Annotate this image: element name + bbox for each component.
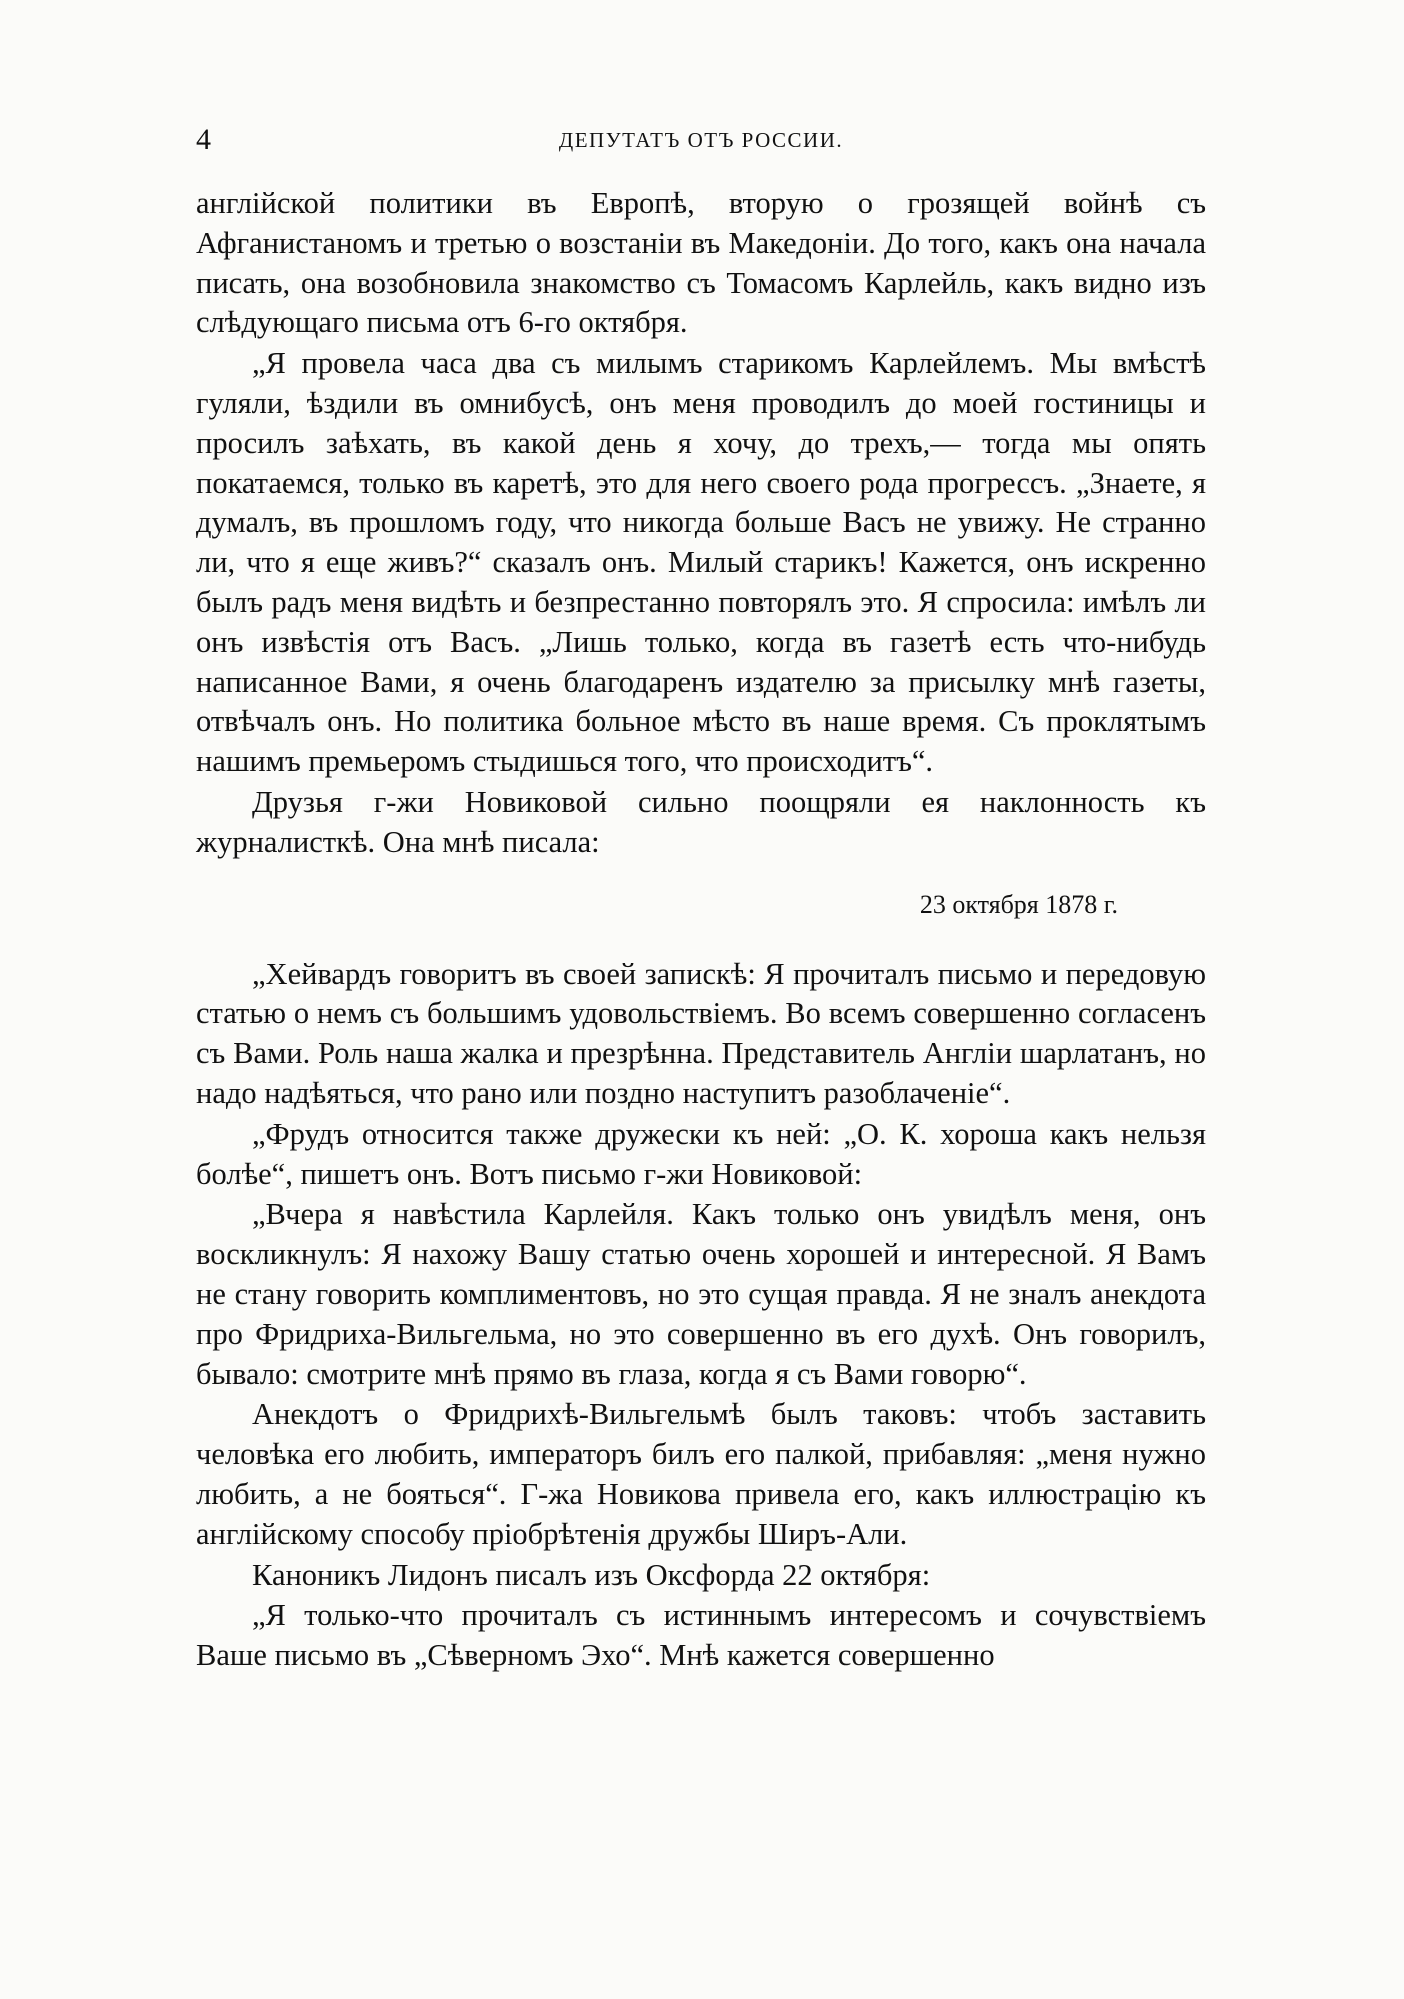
page-number: 4 [196,123,211,156]
paragraph-liddon: Каноникъ Лидонъ писалъ изъ Оксфорда 22 октября: [252,1557,931,1592]
paragraph-carlyle-letter: „Я провела часа два съ милымъ старикомъ Карлейлемъ. Мы вмѣстѣ гуляли, ѣздили въ омнибусѣ, онъ меня проводилъ до моей гостиницы и просилъ заѣхать, въ какой день я хочу, до трехъ,— тогда мы опять покатаемся, только въ каретѣ, это для него своего рода прогрессъ. „Знаете, я думалъ, въ прошломъ году, что никогда больше Васъ не увижу. Не странно ли, что я еще живъ?“ сказалъ онъ. Милый старикъ! Кажется, онъ искренно былъ радъ меня видѣть и безпрестанно повторялъ это. Я спросила: имѣлъ ли онъ извѣстія отъ Васъ. „Лишь только, когда въ газетѣ есть что-нибудь написанное Вами, я очень благодаренъ издателю за присылку мнѣ газеты, отвѣчалъ онъ. Но политика больное мѣсто въ наше время. Съ проклятымъ нашимъ премьеромъ стыдишься того, что происходитъ“. [196,346,1206,779]
paragraph-hayward: „Хейвардъ говоритъ въ своей запискѣ: Я прочиталъ письмо и передовую статью о немъ съ большимъ удовольствіемъ. Во всемъ совершенно согласенъ съ Вами. Роль наша жалка и презрѣнна. Представитель Англіи шарлатанъ, но надо надѣяться, что рано или поздно наступитъ разоблаченіе“. [196,956,1206,1110]
paragraph-visit-carlyle: „Вчера я навѣстила Карлейля. Какъ только онъ увидѣлъ меня, онъ воскликнулъ: Я нахожу Вашу статью очень хорошей и интересной. Я Вамъ не стану говорить комплиментовъ, но это сущая правда. Я не зналъ анекдота про Фридриха-Вильгельма, но это совершенно въ его духѣ. Онъ говорилъ, бывало: смотрите мнѣ прямо въ глаза, когда я съ Вами говорю“. [196,1197,1206,1391]
paragraph-liddon-letter: „Я только-что прочиталъ съ истиннымъ интересомъ и сочувствіемъ Ваше письмо въ „Сѣверномъ Эхо“. Мнѣ кажется совершенно [196,1598,1206,1673]
letter-dateline: 23 октября 1878 г. [919,889,1118,919]
running-header [196,120,1206,160]
paragraph-continued: англійской политики въ Европѣ, вторую о грозящей войнѣ съ Афганистаномъ и третью о возстаніи въ Македоніи. До того, какъ она начала писать, она возобновила знакомство съ Томасомъ Карлейль, какъ видно изъ слѣдующаго письма отъ 6-го октября. [196,186,1206,340]
paragraph-anecdote: Анекдотъ о Фридрихѣ-Вильгельмѣ былъ таковъ: чтобъ заставить человѣка его любить, императоръ билъ его палкой, прибавляя: „меня нужно любить, а не бояться“. Г-жа Новикова привела его, какъ иллюстрацію къ англійскому способу пріобрѣтенія дружбы Ширъ-Али. [196,1397,1206,1551]
running-title: ДЕПУТАТЪ ОТЪ РОССИИ. [558,128,844,152]
body-text [196,184,1206,1677]
paragraph-froude: „Фрудъ относится также дружески къ ней: „О. К. хороша какъ нельзя болѣе“, пишетъ онъ. Вотъ письмо г-жи Новиковой: [196,1116,1206,1191]
paragraph-friends: Друзья г-жи Новиковой сильно поощряли ея наклонность къ журналисткѣ. Она мнѣ писала: [196,784,1206,859]
